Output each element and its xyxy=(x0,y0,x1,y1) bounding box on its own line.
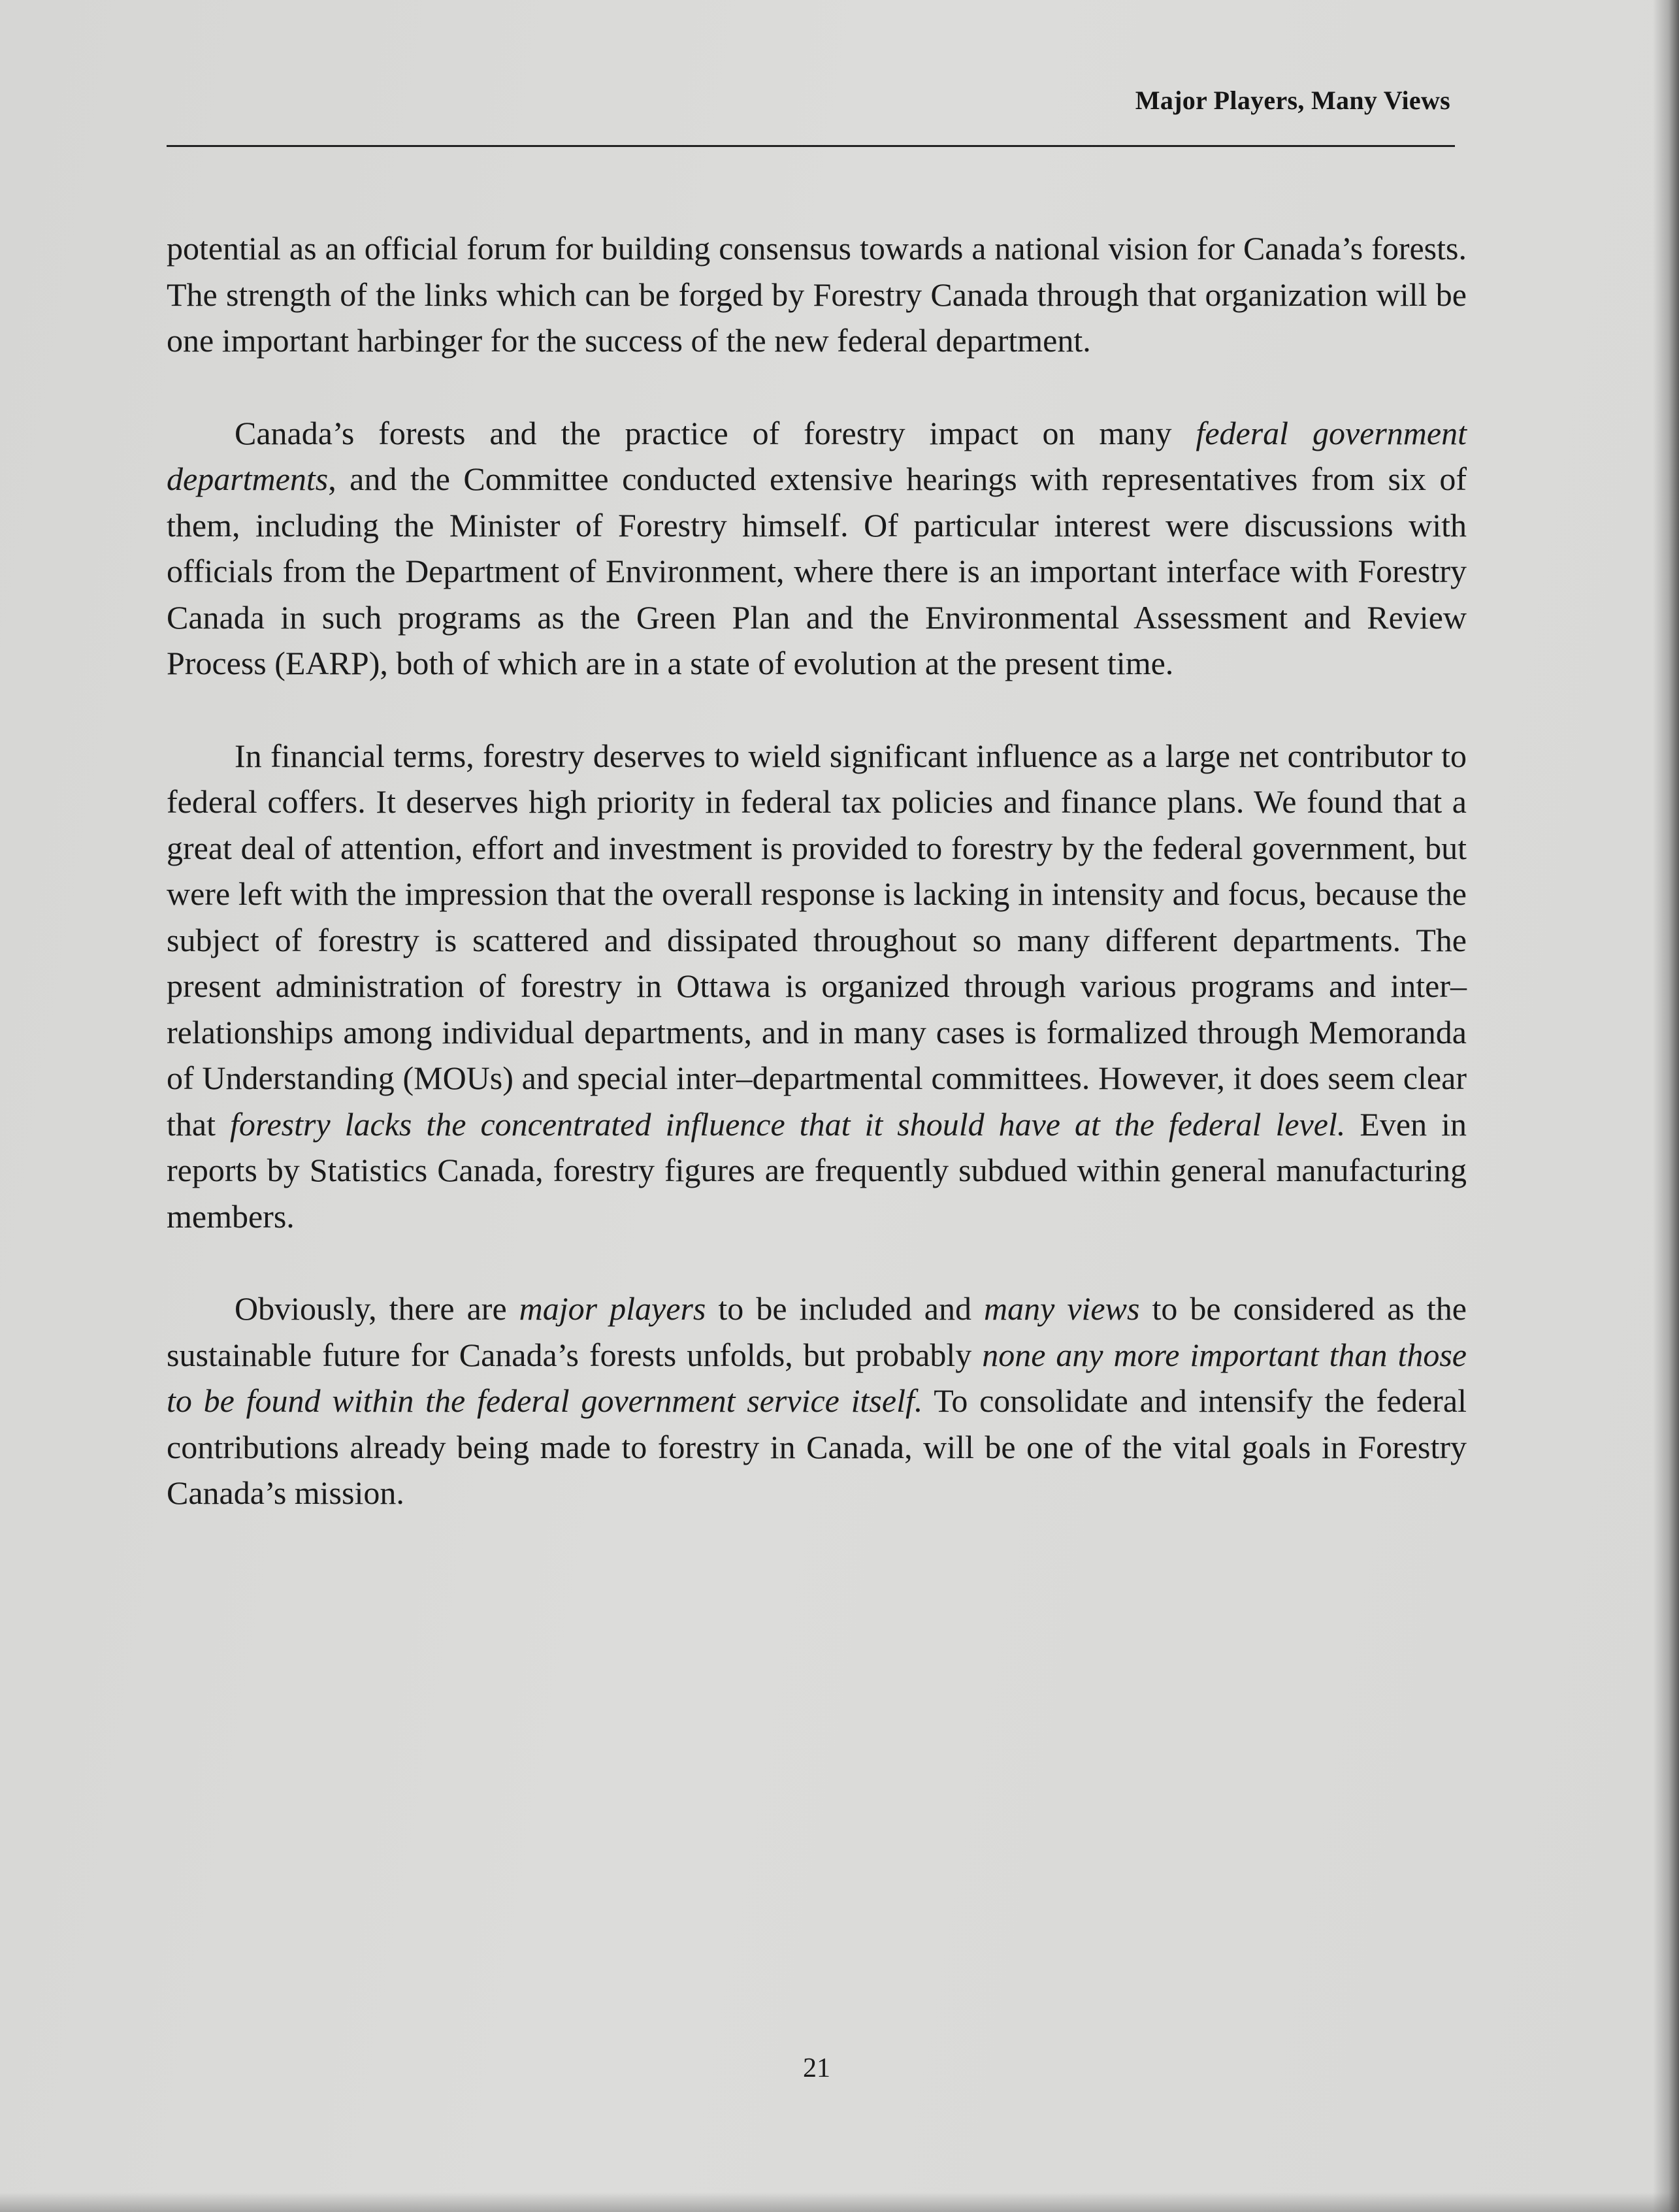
paragraph-4-text-c: to be considered as the sustainable future for Canada’s forests unfolds, but probably xyxy=(167,1290,1467,1373)
header-rule xyxy=(167,145,1455,147)
paragraph-4-text-d: To consolidate and intensify the federal contributions already being made to forestry in Canada, will be one of the vital goals in Forestry Canada’s mission. xyxy=(167,1382,1467,1511)
paragraph-4-text-b: to be included and xyxy=(706,1290,984,1327)
paragraph-2-text-a: Canada’s forests and the practice of forestry impact on many xyxy=(235,414,1196,451)
page-number: 21 xyxy=(803,2053,830,2083)
paragraph-4 xyxy=(167,1286,1467,1516)
paragraph-3-text-b: Even in reports by Statistics Canada, forestry figures are frequently subdued within general manufacturing members. xyxy=(167,1105,1467,1235)
paragraph-2-emphasis: federal government departments xyxy=(167,414,1467,497)
paragraph-1-text: potential as an official forum for building consensus towards a national vision for Canada’s forests. The strength of the links which can be forged by Forestry Canada through that organization will be one important harbinger for the success of the new federal department. xyxy=(167,230,1467,359)
paragraph-2-text-b: , and the Committee conducted extensive hearings with representatives from six of them, including the Minister of Forestry himself. Of particular interest were discussions with officials from the Department of Environment, where there is an important interface with Forestry Canada in such programs as the Green Plan and the Environmental Assessment and Review Process (EARP), both of which are in a state of evolution at the present time. xyxy=(167,461,1467,681)
paragraph-4-emphasis-1: major players xyxy=(519,1290,706,1327)
paragraph-4-text-a: Obviously, there are xyxy=(235,1290,519,1327)
running-header-title: Major Players, Many Views xyxy=(1135,86,1450,115)
body-text xyxy=(167,225,1467,1563)
page-bottom-shadow xyxy=(0,2192,1679,2212)
paragraph-4-emphasis-3: none any more important than those to be found within the federal government service itself. xyxy=(167,1336,1467,1419)
page-edge-shadow xyxy=(1653,0,1679,2212)
paragraph-1 xyxy=(167,225,1467,364)
paragraph-2 xyxy=(167,410,1467,687)
paragraph-3-emphasis: forestry lacks the concentrated influence that it should have at the federal level. xyxy=(229,1105,1346,1143)
paragraph-3 xyxy=(167,733,1467,1240)
paragraph-3-text-a: In financial terms, forestry deserves to wield significant influence as a large net contributor to federal coffers. It deserves high priority in federal tax policies and finance plans. We found that a great deal of attention, effort and investment is provided to forestry by the federal government, but were left with the impression that the overall response is lacking in intensity and focus, because the subject of forestry is scattered and dissipated throughout so many different departments. The present administration of forestry in Ottawa is organized through various programs and inter–relationships among individual departments, and in many cases is formalized through Memoranda of Understanding (MOUs) and special inter–departmental committees. However, it does seem clear that xyxy=(167,737,1467,1143)
paragraph-4-emphasis-2: many views xyxy=(983,1290,1140,1327)
